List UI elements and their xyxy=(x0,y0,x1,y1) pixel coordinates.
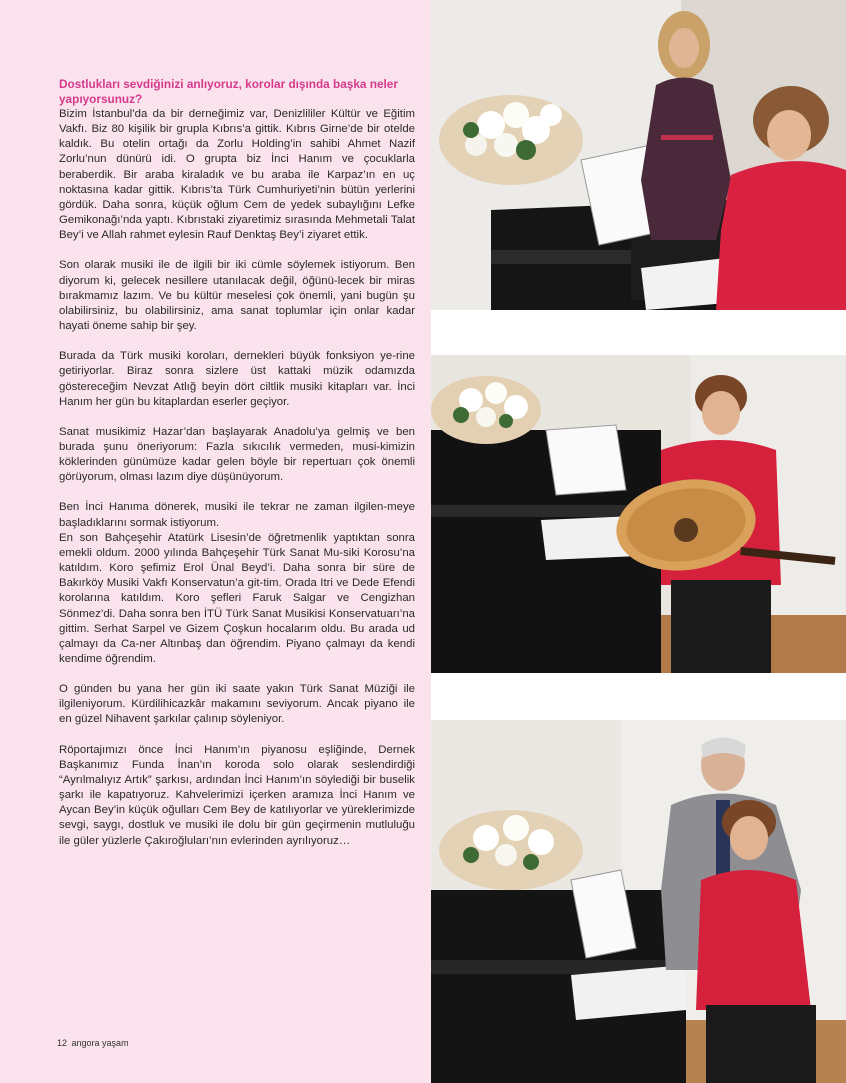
article-paragraph: O günden bu yana her gün iki saate yakın Türk Sanat Müziği ile ilgileniyorum. Kürdilihicazkâr makamını seviyorum. Ancak piyano ile en güzel Nihavent şarkılar çalınıp söyleniyor. xyxy=(59,683,415,726)
article-body xyxy=(59,77,415,864)
interview-question: Dostlukları sevdiğinizi anlıyoruz, korolar dışında başka neler yapıyorsunuz? xyxy=(59,77,398,106)
article-paragraph: Sanat musikimiz Hazar’dan başlayarak Anadolu’ya gelmiş ve ben burada şunu öneriyorum: Fazla sıkıcılık vermeden, musi-kimizin köklerinden günümüze kadar gelen böyle bir repertuarı çok önemli görüyorum, olması lazım diye düşünüyorum. xyxy=(59,425,415,484)
page-footer xyxy=(57,1038,129,1048)
photo-piano-singer xyxy=(431,0,846,310)
article-paragraph: Röportajımızı önce İnci Hanım’ın piyanosu eşliğinde, Dernek Başkanımız Funda İnan’ın koroda solo olarak seslendirdiği “Ayrılmalıyız Artık” şarkısı, ardından İnci Hanım’ın söylediği bir buselik şarkı ile kapatıyoruz. Kahvelerimizi içerken aramıza İnci Hanım ve Aycan Bey’in küçük oğulları Cem Bey de katılıyorlar ve yüreklerimizde sevgi, saygı, dostluk ve musiki ile dolu bir gün geçirmenin mutluluğu ile güler yüzlerle Çakıroğluları’nın evlerinden ayrılıyoruz… xyxy=(59,743,415,847)
article-paragraph: Bizim İstanbul’da da bir derneğimiz var, Denizlililer Kültür ve Eğitim Vakfı. Biz 80 kişilik bir grupla Kıbrıs’a gittik. Kıbrıs Girne’de bir otelde kaldık. Bu otelin ortağı da Zorlu Holding’in sahibi Ahmet Nazif Zorlu’nun dünürü idi. O grupta biz İnci Hanım ve çocuklarla beraberdik. Bir araba kiraladık ve bu araba ile Karpaz’ın en uç noktasına kadar gittik. Kıbrıs’ta Türk Cumhuriyeti’nin bütün yerlerini gördük. Daha sonra, küçük oğlum Cem de yedek subaylığını Lefke Gemikonağı’nda yaptı. Kıbrıstaki ziyaretimiz sırasında Mehmetali Talat Bey’i ve Allah rahmet eylesin Rauf Denktaş Bey’i ziyaret ettik. xyxy=(59,108,415,242)
article-paragraph: Ben İnci Hanıma dönerek, musiki ile tekrar ne zaman ilgilen-meye başladıklarını sormak istiyorum. xyxy=(59,501,415,529)
photo-couple xyxy=(431,720,846,1083)
page-number: 12 xyxy=(57,1038,68,1048)
photo-oud-player xyxy=(431,355,846,673)
magazine-name: angora yaşam xyxy=(71,1038,129,1048)
article-paragraph: En son Bahçeşehir Atatürk Lisesin’de öğretmenlik yaptıktan sonra emekli oldum. 2000 yılında Bahçeşehir Türk Sanat Mu-siki Korosu’na katıldım. Koro şefimiz Erol Ünal Beyd’i. Daha sonra bir süre de Bakırköy Musiki Vakfı Konservatun’a git-tim. Orada Itri ve Dede Efendi korolarına katıldım. Koro şefleri Faruk Salgar ve Cengizhan Sönmez’di. Daha sonra ben İTÜ Türk Sanat Musikisi Konservatuarı’na gittim. Serhat Sarpel ve Gizem Çoşkun hocalarım oldu. Bu arada ud çalmayı da Ca-ner Altınbaş dan öğrendim. Piyano çalmayı da kendi kendime öğrendim. xyxy=(59,531,415,665)
article-paragraph: Son olarak musiki ile de ilgili bir iki cümle söylemek istiyorum. Ben diyorum ki, gelecek nesillere utanılacak değil, öğünü-lecek bir miras bırakmamız lazım. Ve bu kültür meselesi çok önemli, yani bugün şu olabilirsiniz, bu olabilirsiniz, ama sanat toplumlar için onlar kadar hayati öneme sahip bir şey. xyxy=(59,259,415,333)
article-paragraph: Burada da Türk musiki koroları, dernekleri büyük fonksiyon ye-rine getiriyorlar. Biraz sonra sizlere üst kattaki müzik odamızda göstereceğim Nevzat Atlığ beyin dört ciltlik musiki kitapları var. İnci Hanım her gün bu kitaplardan eserler geçiyor. xyxy=(59,350,415,408)
